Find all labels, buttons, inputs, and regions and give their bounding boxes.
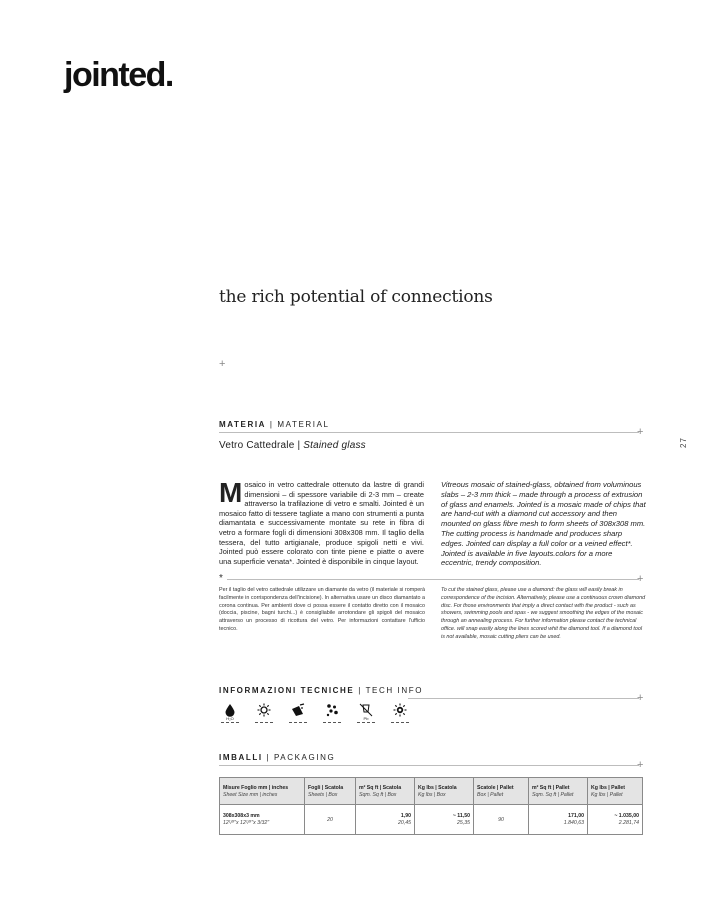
water-drop-icon xyxy=(219,703,241,723)
note-english: To cut the stained glass, please use a diamond: the glass will easily break in correspondence of the incision. Alternatively, please use a continuous crown diamond disc. For those environments that imply a direct contact with the product - such as showers, swimming pools and spas - we suggest smoothing the edges of the mosaic through an annealing process. For further information please contact the technical office. will snap easily along the lines scored whit the diamond tool. If a diamond tool is not available, mosaic cutting pliers can be used. xyxy=(441,587,646,640)
icon-underline xyxy=(323,722,341,723)
tech-title-it: INFORMAZIONI TECNICHE xyxy=(219,686,355,695)
plus-mark: + xyxy=(219,358,226,370)
header-cell: m² Sq ft | Scatola Sqm. Sq ft | Box xyxy=(356,778,415,805)
no-lead-icon xyxy=(355,703,377,723)
plus-mark: + xyxy=(637,573,644,585)
cell-size: 308x308x3 mm 12¹/⁸"x 12¹/⁸"x 3/32" xyxy=(220,805,305,835)
header-cell: Kg lbs | Scatola Kg lbs | Box xyxy=(415,778,474,805)
header-cell: Fogli | Scatola Sheets | Box xyxy=(305,778,356,805)
cell-boxes-pallet: 90 xyxy=(474,805,529,835)
cell-sheets-box: 20 xyxy=(305,805,356,835)
header-cell: Scatole | Pallet Box | Pallet xyxy=(474,778,529,805)
sun-icon xyxy=(253,703,275,723)
icon-underline xyxy=(255,722,273,723)
header-cell: Kg lbs | Pallet Kg lbs | Pallet xyxy=(588,778,643,805)
icon-underline xyxy=(221,722,239,723)
packaging-section-title xyxy=(219,753,335,762)
icon-underline xyxy=(289,722,307,723)
plus-mark: + xyxy=(637,759,644,771)
tech-section-title xyxy=(219,686,423,695)
icon-underline xyxy=(391,722,409,723)
note-italian: Per il taglio del vetro cattedrale utilizzare un diamante da vetro (il materiale si romperà facilmente in corrispondenza dell'incisione). In alternativa usare un disco diamantato a corona continua. Per ambienti dove ci possa essere il contatto diretto con il mosaico (doccia, piscine, bagni turchi...) è consigliabile arrotondare gli spigoli del mosaico attraverso un processo di ricottura del vetro. Per informazioni contattare l'ufficio tecnico. xyxy=(219,587,425,632)
header-cell: Misure Foglio mm | inches Sheet Size mm | inches xyxy=(220,778,305,805)
section-rule xyxy=(408,698,639,699)
brand-logo: jointed. xyxy=(64,56,173,94)
material-section-title xyxy=(219,420,330,429)
plus-mark: + xyxy=(637,692,644,704)
packaging-title-it: IMBALLI xyxy=(219,753,263,762)
drop-cap: M xyxy=(219,477,243,508)
description-italian xyxy=(219,477,424,566)
cell-sqm-box: 1,90 20,45 xyxy=(356,805,415,835)
section-rule xyxy=(227,579,639,580)
no-lead-icon-caption: Pb xyxy=(363,716,369,721)
table-row xyxy=(220,805,643,835)
material-title-it: MATERIA xyxy=(219,420,267,429)
section-rule xyxy=(219,432,639,433)
header-cell: m² Sq ft | Pallet Sqm. Sq ft | Pallet xyxy=(529,778,588,805)
tech-title-en: TECH INFO xyxy=(365,686,424,695)
sun-resistance-icon xyxy=(389,703,411,723)
material-title-en: MATERIAL xyxy=(277,420,330,429)
tech-title-sep: | xyxy=(354,686,366,695)
subtitle-sep: | xyxy=(294,440,304,451)
page-headline: the rich potential of connections xyxy=(219,287,493,307)
water-icon-caption: H₂O xyxy=(226,716,234,721)
icon-underline xyxy=(357,722,375,723)
material-subtitle xyxy=(219,440,366,451)
page-number: 27 xyxy=(679,437,688,448)
packaging-title-en: PACKAGING xyxy=(273,753,336,762)
cell-kg-pallet: ~ 1.035,00 2.281,74 xyxy=(588,805,643,835)
cell-kg-box: ~ 11,50 25,35 xyxy=(415,805,474,835)
subtitle-en: Stained glass xyxy=(303,440,366,451)
description-it-text: osaico in vetro cattedrale ottenuto da lastre di grandi dimensioni – di spessore variabile di 2-3 mm – create attraverso la trafilazione di vetro e smalti. Jointed è un mosaico fatto di tessere tagliate a mano con strumenti a punta diamantata e successivamente montate su rete in fibra di vetro a formare fogli di dimensioni 308x308 mm. Il taglio della tessera, del tutto artigianale, produce spigoli netti e vivi. Jointed può essere colorato con tinte piene e piatte o avere una superficie venata*. Jointed è disponibile in cinque layout. xyxy=(219,480,424,566)
description-english: Vitreous mosaic of stained-glass, obtained from voluminous slabs – 2-3 mm thick – made through a process of extrusion of glass and enamels. Jointed is a mosaic made of chips that are hand-cut with a diamond cut accessory and then mounted on glass fibre mesh to form sheets of 308x308 mm. The cutting process is handmade and produces sharp edges. Jointed can display a full color or a veined effect*. Jointed is available in five layouts.colors for a more eccentric, trendy composition. xyxy=(441,480,646,568)
material-title-sep: | xyxy=(266,420,278,429)
tech-icons-row xyxy=(219,703,411,723)
subtitle-it: Vetro Cattedrale xyxy=(219,440,295,451)
footnote-asterisk: * xyxy=(219,573,223,584)
packaging-table xyxy=(219,777,643,835)
cleaning-bucket-icon xyxy=(287,703,309,723)
packaging-title-sep: | xyxy=(262,753,274,762)
cell-sqm-pallet: 171,00 1.840,63 xyxy=(529,805,588,835)
frost-dots-icon xyxy=(321,703,343,723)
plus-mark: + xyxy=(637,426,644,438)
section-rule xyxy=(219,765,639,766)
table-header-row xyxy=(220,778,643,805)
